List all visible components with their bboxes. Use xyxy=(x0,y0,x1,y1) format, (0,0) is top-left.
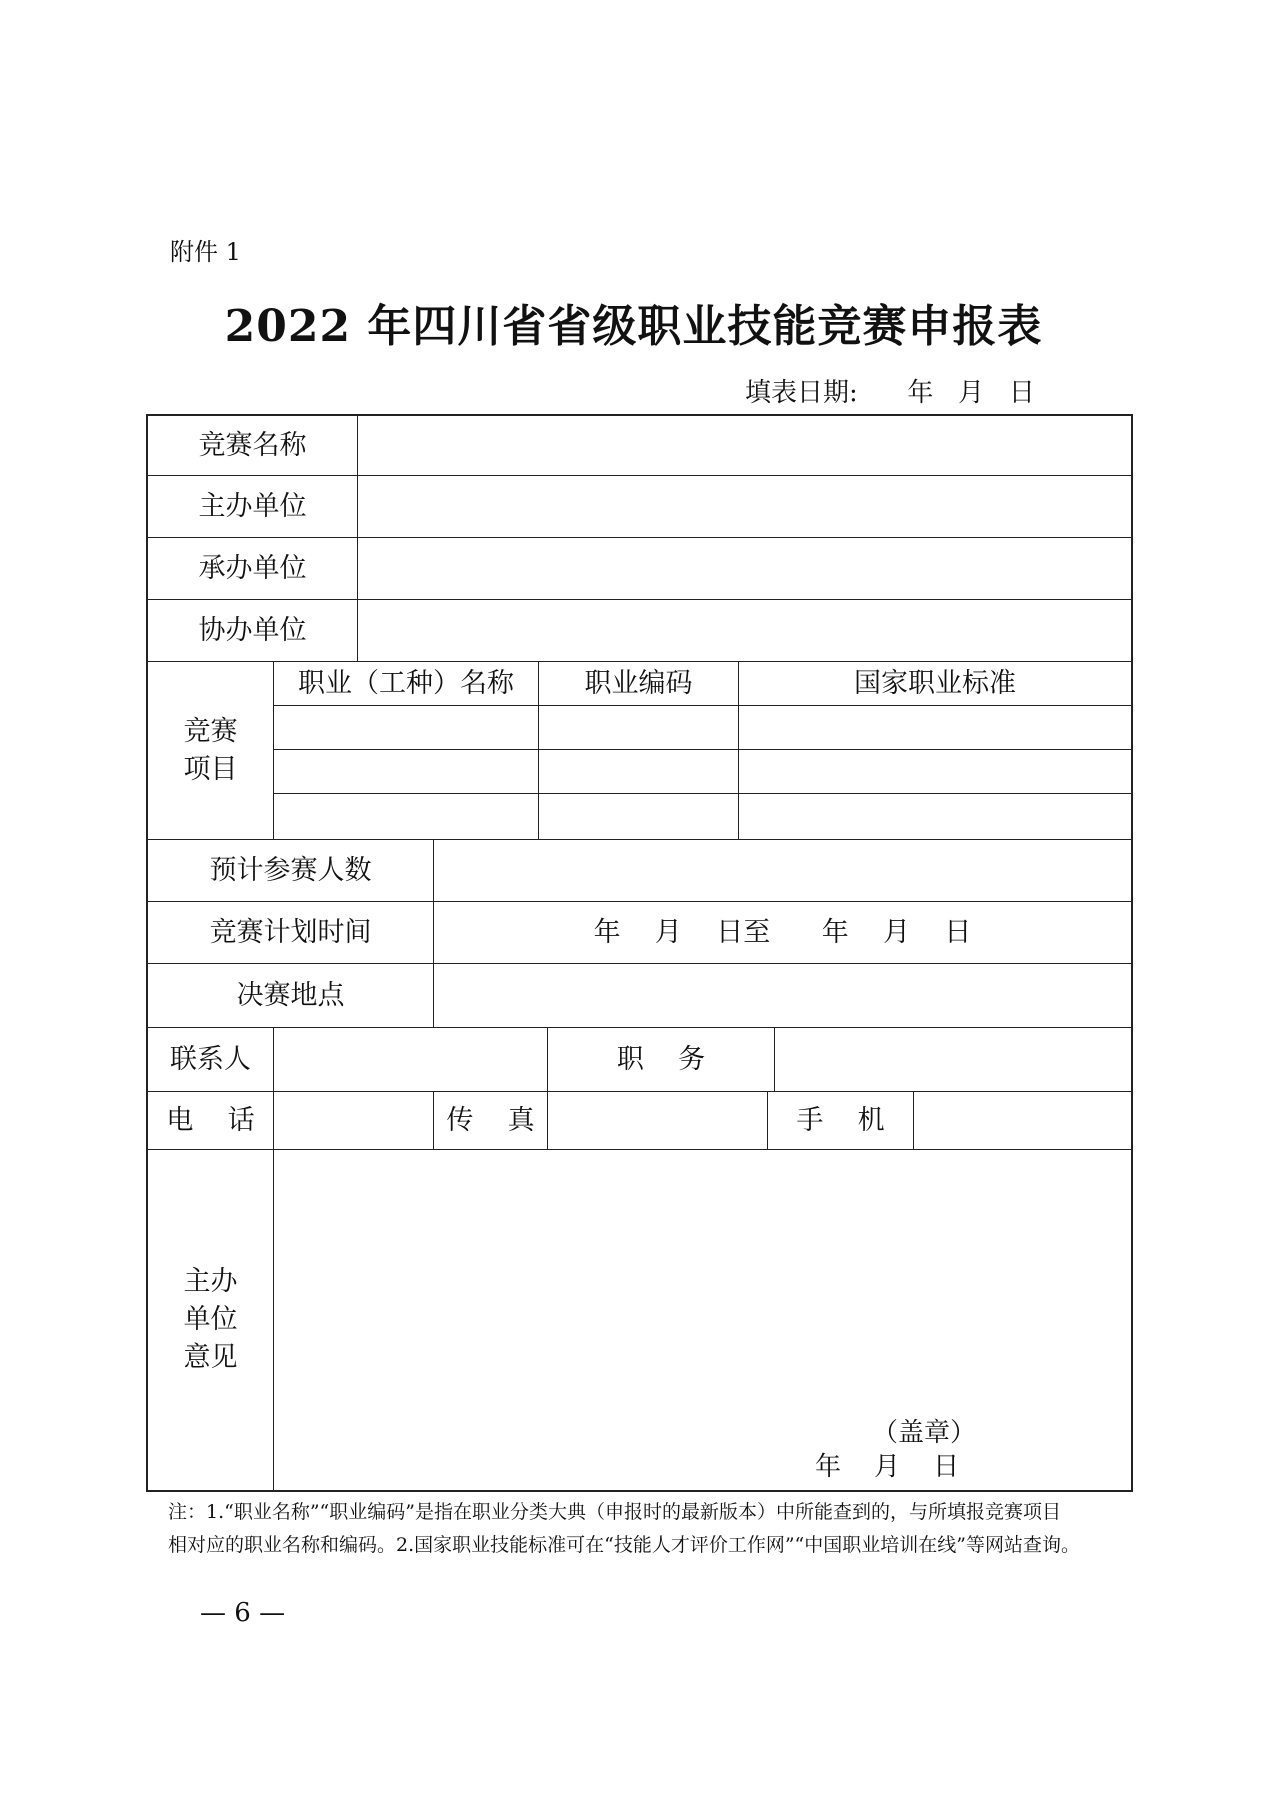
phone-field[interactable] xyxy=(274,1092,433,1149)
co-organizer-unit-label: 协办单位 xyxy=(198,614,307,646)
occupation-name-cell[interactable] xyxy=(274,750,538,793)
fax-field[interactable] xyxy=(548,1092,767,1149)
host-opinion-label-line3: 意见 xyxy=(183,1341,238,1373)
competition-items-label xyxy=(148,662,273,839)
occupation-name-cell[interactable] xyxy=(274,794,538,839)
host-opinion-label-line2: 单位 xyxy=(183,1304,238,1336)
table-border-bottom xyxy=(146,1490,1133,1492)
page-number: — 6 — xyxy=(200,1598,286,1628)
national-standard-header: 国家职业标准 xyxy=(854,667,1016,699)
contact-person-field[interactable] xyxy=(274,1028,547,1091)
seal-label: （盖章） xyxy=(872,1418,977,1448)
occupation-code-header: 职业编码 xyxy=(584,667,693,699)
position-field[interactable] xyxy=(775,1028,1131,1091)
fax-label: 传 真 xyxy=(446,1104,535,1136)
occupation-code-cell[interactable] xyxy=(539,706,738,749)
competition-name-label: 竞赛名称 xyxy=(198,429,307,461)
competition-items-label-line1: 竞赛 xyxy=(183,715,238,747)
host-opinion-field[interactable] xyxy=(274,1150,1131,1490)
host-unit-field[interactable] xyxy=(358,476,1131,537)
national-standard-cell[interactable] xyxy=(739,706,1131,749)
host-opinion-label xyxy=(148,1150,273,1490)
expected-participants-field[interactable] xyxy=(434,840,1131,901)
occupation-name-cell[interactable] xyxy=(274,706,538,749)
expected-participants-label: 预计参赛人数 xyxy=(209,854,372,886)
table-border-right xyxy=(1131,414,1133,1492)
host-unit-label: 主办单位 xyxy=(198,490,307,522)
host-opinion-label-line1: 主办 xyxy=(183,1266,238,1298)
final-venue-label: 决赛地点 xyxy=(236,979,345,1011)
phone-label: 电 话 xyxy=(166,1104,255,1136)
mobile-label: 手 机 xyxy=(796,1104,885,1136)
mobile-field[interactable] xyxy=(914,1092,1131,1149)
competition-items-label-line2: 项目 xyxy=(183,753,238,785)
seal-date: 年 月 日 xyxy=(815,1452,960,1482)
national-standard-cell[interactable] xyxy=(739,794,1131,839)
co-organizer-unit-field[interactable] xyxy=(358,600,1131,661)
position-label: 职 务 xyxy=(616,1043,706,1075)
national-standard-cell[interactable] xyxy=(739,750,1131,793)
planned-time-field[interactable]: 年 月 日至 年 月 日 xyxy=(593,916,972,948)
organizer-unit-label: 承办单位 xyxy=(198,552,307,584)
note-line-1: 注：1.“职业名称”“职业编码”是指在职业分类大典（申报时的最新版本）中所能查到的，与所填报竞赛项目 xyxy=(168,1501,1061,1523)
form-title: 2022 年四川省省级职业技能竞赛申报表 xyxy=(224,301,1043,352)
organizer-unit-field[interactable] xyxy=(358,538,1131,599)
contact-person-label: 联系人 xyxy=(170,1043,251,1075)
occupation-code-cell[interactable] xyxy=(539,750,738,793)
occupation-name-header: 职业（工种）名称 xyxy=(298,667,514,699)
note-line-2: 相对应的职业名称和编码。2.国家职业技能标准可在“技能人才评价工作网”“中国职业培训在线”等网站查询。 xyxy=(168,1534,1080,1556)
planned-time-label: 竞赛计划时间 xyxy=(209,916,372,948)
competition-name-field[interactable] xyxy=(358,416,1131,475)
occupation-code-cell[interactable] xyxy=(539,794,738,839)
attachment-label: 附件 1 xyxy=(170,238,241,266)
final-venue-field[interactable] xyxy=(434,964,1131,1027)
fill-date: 填表日期: 年 月 日 xyxy=(745,378,1035,408)
